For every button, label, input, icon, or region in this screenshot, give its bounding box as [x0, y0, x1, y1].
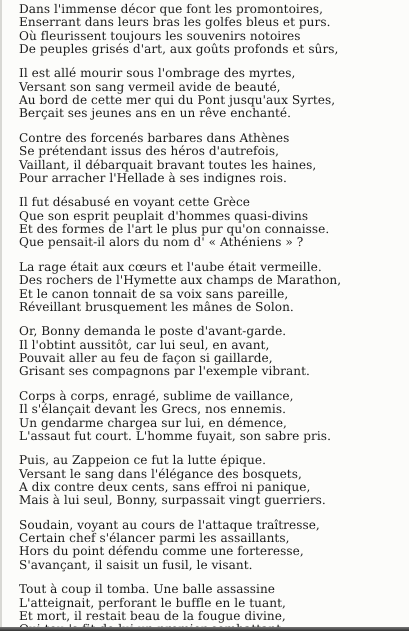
page-edge-shadow: [0, 0, 2, 631]
poem-line: Il s'élançait devant les Grecs, nos ennemis.: [19, 402, 286, 417]
poem-line: Des rochers de l'Hymette aux champs de Marathon,: [19, 273, 342, 288]
stanza-3: [19, 132, 405, 185]
poem-line: Puis, au Zappeion ce fut la lutte épique.: [19, 453, 266, 468]
poem-line: L'assaut fut court. L'homme fuyait, son sabre pris.: [19, 428, 331, 443]
poem-line: Au bord de cette mer qui du Pont jusqu'aux Syrtes,: [19, 93, 336, 108]
stanza-8: [19, 454, 405, 507]
poem-text: [19, 3, 405, 631]
stanza-4: [19, 196, 405, 249]
poem-line: Soudain, voyant au cours de l'attaque traîtresse,: [19, 517, 320, 532]
poem-line: Certain chef s'élancer parmi les assaillants,: [19, 531, 290, 546]
poem-line: Que son esprit peuplait d'hommes quasi-divins: [19, 208, 309, 223]
poem-line: Berçait ses jeunes ans en un rêve enchanté.: [19, 106, 292, 121]
poem-line: Et des formes de l'art le plus pur qu'on connaisse.: [19, 222, 330, 237]
poem-line: Et mort, il restait beau de la fougue divine,: [19, 608, 286, 623]
poem-line: Contre des forcenés barbares dans Athènes: [19, 130, 290, 145]
poem-line: L'atteignait, perforant le buffle en le tuant,: [19, 595, 286, 610]
poem-line: Dans l'immense décor que font les promontoires,: [19, 2, 324, 16]
poem-line: Que pensait-il alors du nom d' « Athéniens » ?: [19, 235, 304, 250]
poem-line: Pouvait aller au feu de façon si gaillarde,: [19, 351, 273, 366]
poem-line: De peuples grisés d'art, aux goûts profonds et sûrs,: [19, 41, 339, 56]
poem-line: Hors du point défendu comme une forteresse,: [19, 544, 304, 559]
stanza-9: [19, 519, 405, 572]
poem-line: S'avançant, il saisit un fusil, le visant.: [19, 557, 253, 572]
poem-line: Corps à corps, enragé, sublime de vaillance,: [19, 388, 294, 403]
poem-line: Il l'obtint aussitôt, car lui seul, en avant,: [19, 337, 270, 352]
bottom-rule: [0, 627, 409, 631]
poem-line: Or, Bonny demanda le poste d'avant-garde.: [19, 324, 287, 339]
poem-line: Versant son sang vermeil avide de beauté,: [19, 79, 281, 94]
poem-line: Se prétendant issus des héros d'autrefois,: [19, 144, 279, 159]
stanza-1: [19, 3, 405, 56]
poem-line: Un gendarme chargea sur lui, en démence,: [19, 415, 287, 430]
stanza-2: [19, 67, 405, 120]
poem-line: Il est allé mourir sous l'ombrage des myrtes,: [19, 66, 296, 81]
poem-line: Mais à lui seul, Bonny, surpassait vingt guerriers.: [19, 493, 326, 508]
poem-line: Et le canon tonnait de sa voix sans pareille,: [19, 286, 289, 301]
poem-line: Réveillant brusquement les mânes de Solon.: [19, 299, 294, 314]
poem-line: Il fut désabusé en voyant cette Grèce: [19, 195, 250, 210]
stanza-6: [19, 325, 405, 378]
poem-line: La rage était aux cœurs et l'aube était vermeille.: [19, 259, 322, 274]
poem-line: Pour arracher l'Hellade à ses indignes rois.: [19, 170, 287, 185]
stanza-7: [19, 390, 405, 443]
poem-line: A dix contre deux cents, sans effroi ni panique,: [19, 479, 311, 494]
stanza-5: [19, 261, 405, 314]
poem-line: Enserrant dans leurs bras les golfes bleus et purs.: [19, 15, 331, 30]
poem-line: Versant le sang dans l'élégance des bosquets,: [19, 466, 302, 481]
poem-line: Grisant ses compagnons par l'exemple vibrant.: [19, 364, 310, 379]
stanza-10: [19, 583, 405, 631]
poem-line: Tout à coup il tomba. Une balle assassine: [19, 582, 275, 597]
poem-line: Vaillant, il débarquait bravant toutes les haines,: [19, 157, 317, 172]
poem-line: Où fleurissent toujours les souvenirs notoires: [19, 28, 301, 43]
